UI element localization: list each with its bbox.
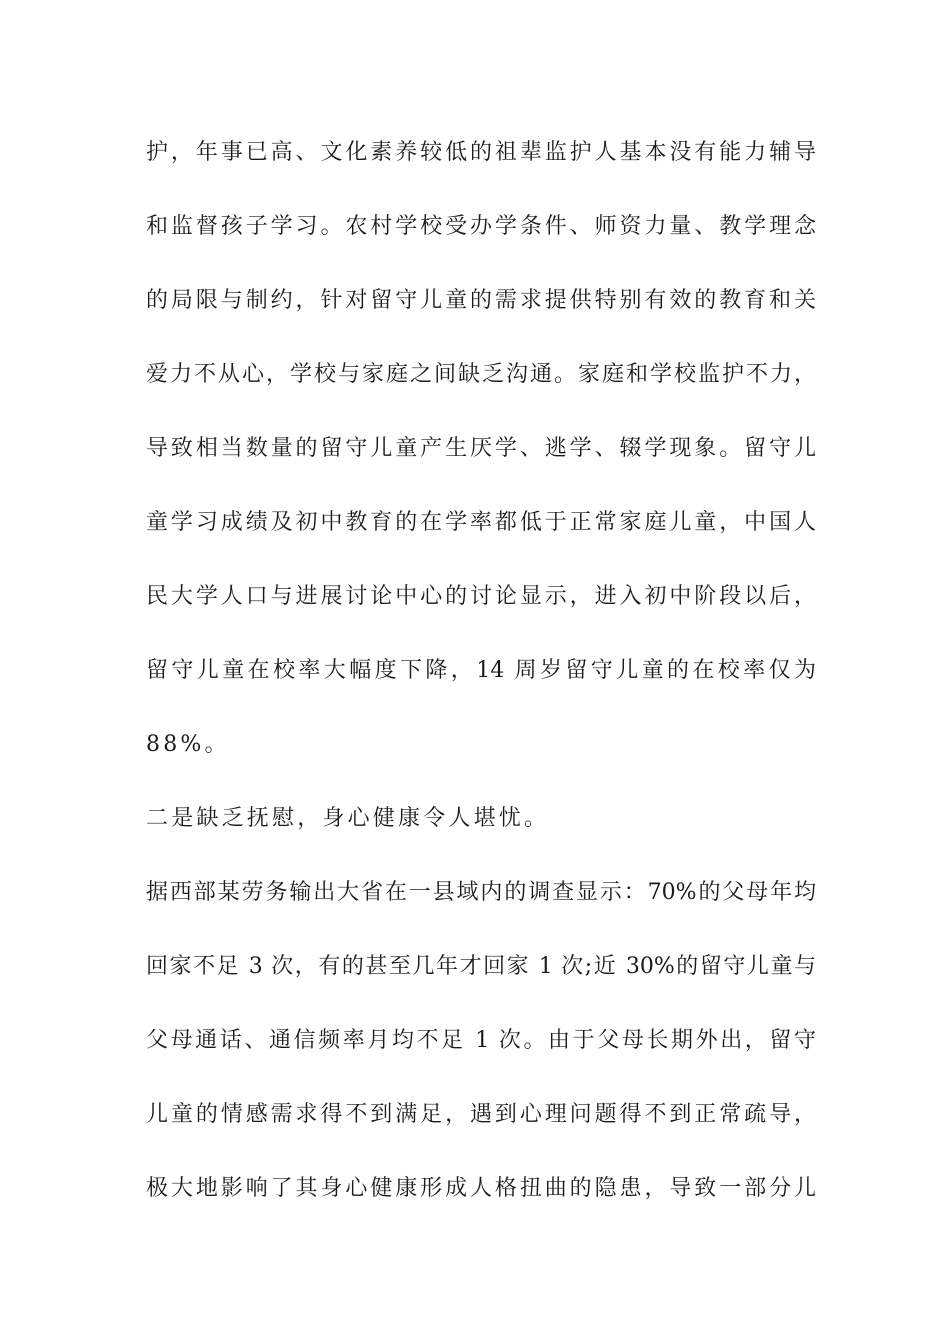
text-line: 童学习成绩及初中教育的在学率都低于正常家庭儿童，中国人 — [146, 510, 816, 535]
text-line: 据西部某劳务输出大省在一县域内的调查显示：70%的父母年均 — [146, 880, 816, 905]
section-heading: 二是缺乏抚慰，身心健康令人堪忧。 — [146, 806, 550, 831]
text-line: 儿童的情感需求得不到满足，遇到心理问题得不到正常疏导， — [146, 1102, 816, 1127]
text-line: 爱力不从心，学校与家庭之间缺乏沟通。家庭和学校监护不力， — [146, 362, 816, 387]
text-line: 88%。 — [146, 732, 230, 757]
text-line: 父母通话、通信频率月均不足 1 次。由于父母长期外出，留守 — [146, 1028, 816, 1053]
text-line: 和监督孩子学习。农村学校受办学条件、师资力量、教学理念 — [146, 214, 816, 239]
text-line: 导致相当数量的留守儿童产生厌学、逃学、辍学现象。留守儿 — [146, 436, 816, 461]
text-line: 护，年事已高、文化素养较低的祖辈监护人基本没有能力辅导 — [146, 140, 816, 165]
text-line: 回家不足 3 次，有的甚至几年才回家 1 次;近 30%的留守儿童与 — [146, 954, 816, 979]
body-text — [146, 134, 816, 1244]
text-line: 民大学人口与进展讨论中心的讨论显示，进入初中阶段以后， — [146, 584, 816, 609]
text-line: 极大地影响了其身心健康形成人格扭曲的隐患，导致一部分儿 — [146, 1176, 816, 1201]
text-line: 的局限与制约，针对留守儿童的需求提供特别有效的教育和关 — [146, 288, 816, 313]
text-line: 留守儿童在校率大幅度下降，14 周岁留守儿童的在校率仅为 — [146, 658, 816, 683]
